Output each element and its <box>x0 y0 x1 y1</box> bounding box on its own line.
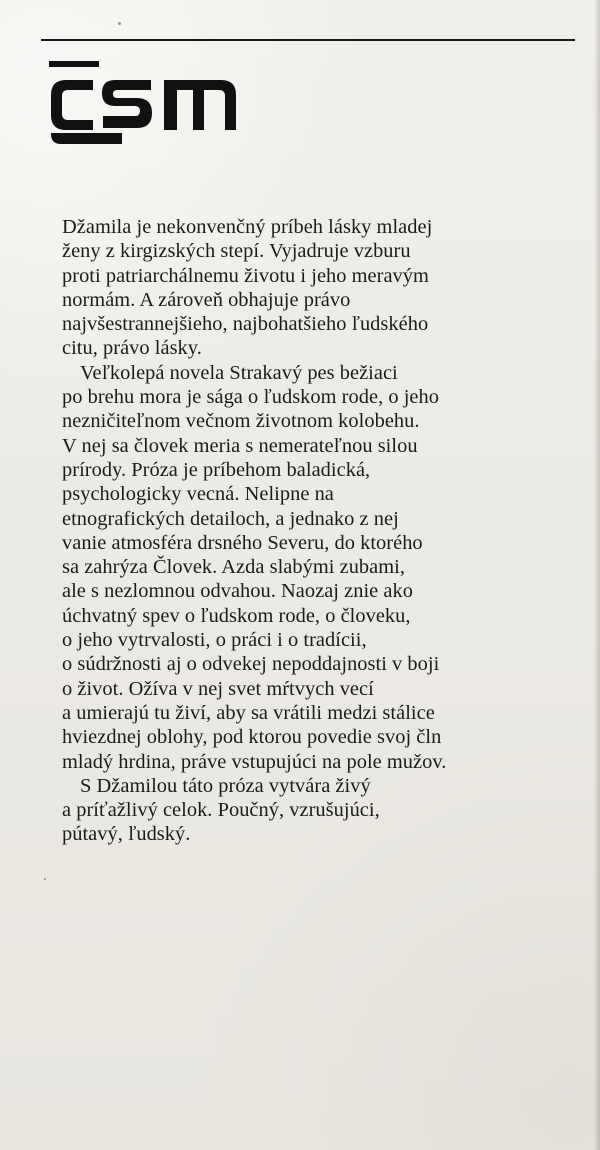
text-line: pútavý, ľudský. <box>62 823 191 846</box>
text-line: proti patriarchálnemu životu i jeho meravým <box>62 264 429 287</box>
text-line: hviezdnej oblohy, pod ktorou povedie svoj čln <box>62 726 442 749</box>
text-line: psychologicky vecná. Nelipne na <box>62 483 334 506</box>
text-line: Džamila je nekonvenčný príbeh lásky mladej <box>62 216 433 238</box>
text-line: vanie atmosféra drsného Severu, do ktorého <box>62 531 423 554</box>
text-line: a umierajú tu živí, aby sa vrátili medzi stálice <box>62 701 435 724</box>
print-speck <box>118 22 121 25</box>
blurb-text <box>62 215 597 847</box>
text-line: V nej sa človek meria s nemerateľnou silou <box>62 434 418 457</box>
csm-logo-icon <box>41 58 253 146</box>
blurb-paragraph-3 <box>62 774 597 847</box>
text-line: etnografických detailoch, a jednako z nej <box>62 507 399 530</box>
blurb-paragraph-2 <box>62 361 597 774</box>
text-line: normám. A zároveň obhajuje právo <box>62 288 351 311</box>
text-line: o jeho vytrvalosti, o práci i o tradícii, <box>62 629 367 652</box>
text-line: najvšestrannejšieho, najbohatšieho ľudského <box>62 313 429 336</box>
text-line: Veľkolepá novela Strakavý pes bežiaci <box>80 361 398 384</box>
print-speck <box>44 878 46 880</box>
text-line: S Džamilou táto próza vytvára živý <box>80 774 371 797</box>
text-line: mladý hrdina, práve vstupujúci na pole mužov. <box>62 750 447 773</box>
text-line: nezničiteľnom večnom životnom kolobehu. <box>62 410 420 433</box>
text-line: ženy z kirgizských stepí. Vyjadruje vzburu <box>62 240 411 263</box>
text-line: prírody. Próza je príbehom baladická, <box>62 458 371 481</box>
text-line: úchvatný spev o ľudskom rode, o človeku, <box>62 604 411 627</box>
text-line: citu, právo lásky. <box>62 337 202 360</box>
top-rule <box>41 39 575 41</box>
text-line: sa zahrýza Človek. Azda slabými zubami, <box>62 556 405 579</box>
text-line: o život. Ožíva v nej svet mŕtvych vecí <box>62 677 374 700</box>
text-line: po brehu mora je sága o ľudskom rode, o jeho <box>62 386 439 409</box>
blurb-paragraph-1 <box>62 215 597 361</box>
text-line: o súdržnosti aj o odvekej nepoddajnosti v boji <box>62 653 440 676</box>
text-line: ale s nezlomnou odvahou. Naozaj znie ako <box>62 580 413 603</box>
text-line: a príťažlivý celok. Poučný, vzrušujúci, <box>62 799 380 822</box>
publisher-logo <box>41 58 253 146</box>
